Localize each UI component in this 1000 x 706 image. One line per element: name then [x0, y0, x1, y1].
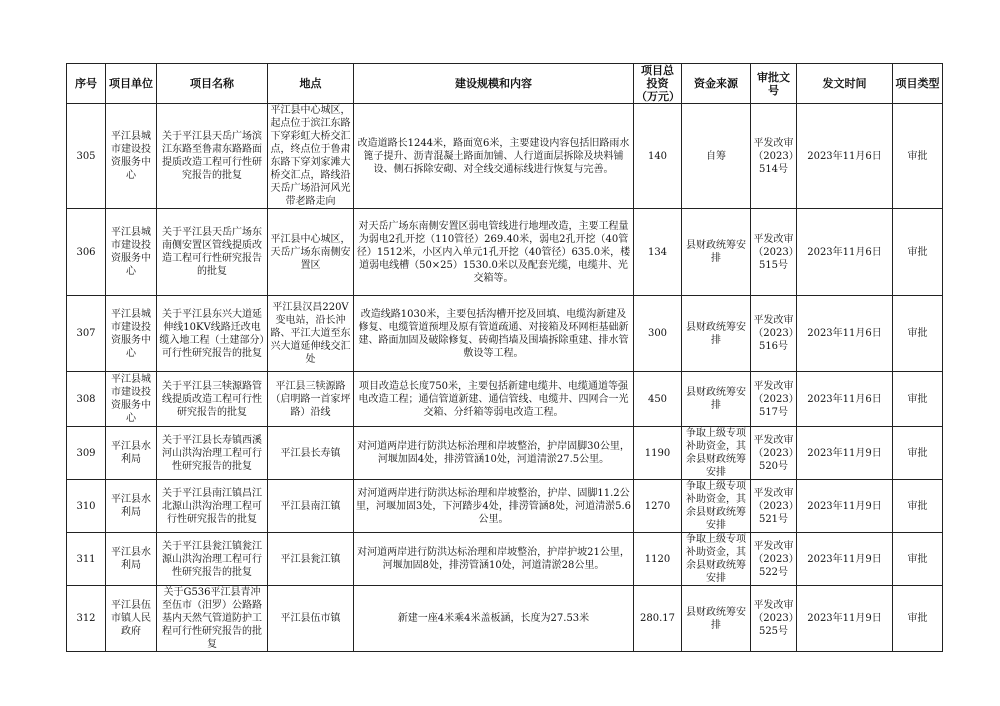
approval-number: 平发改审（2023）517号: [751, 372, 797, 427]
project-unit: 平江县水利局: [106, 427, 157, 480]
project-unit: 平江县城市建设投资服务中心: [106, 372, 157, 427]
project-location: 平江县中心城区，天岳广场东南侧安置区: [268, 209, 354, 296]
issue-date: 2023年11月6日: [797, 296, 893, 372]
fund-source: 县财政统筹安排: [682, 372, 751, 427]
project-name: 关于平江县长寿镇西溪河山洪沟治理工程可行性研究报告的批复: [157, 427, 268, 480]
project-type: 审批: [893, 296, 943, 372]
project-unit: 平江县城市建设投资服务中心: [106, 104, 157, 209]
fund-source: 县财政统筹安排: [682, 209, 751, 296]
header-cell: 地点: [268, 64, 354, 104]
fund-source: 争取上级专项补助资金，其余县财政统筹安排: [682, 480, 751, 533]
header-cell: 审批文号: [751, 64, 797, 104]
issue-date: 2023年11月9日: [797, 586, 893, 652]
project-investment: 300: [634, 296, 682, 372]
project-content: 对天岳广场东南侧安置区弱电管线进行地埋改造，主要工程量为弱电2孔开挖（110管径）269.40米，弱电2孔开挖（40管径）1512米，小区内入单元1孔开挖（40管径）635.0米，楼道弱电线槽（50×25）1530.0米以及配套光缆，电缆井、光交箱等。: [354, 209, 634, 296]
header-cell: 项目总投资（万元）: [634, 64, 682, 104]
project-investment: 140: [634, 104, 682, 209]
project-unit: 平江县城市建设投资服务中心: [106, 209, 157, 296]
project-unit: 平江县城市建设投资服务中心: [106, 296, 157, 372]
project-name: 关于平江县瓮江镇瓮江源山洪沟治理工程可行性研究报告的批复: [157, 533, 268, 586]
header-cell: 项目单位: [106, 64, 157, 104]
approval-number: 平发改审（2023）522号: [751, 533, 797, 586]
project-investment: 1190: [634, 427, 682, 480]
table-row: [67, 586, 943, 652]
project-name: 关于平江县东兴大道延伸线10KV线路迁改电缆入地工程（土建部分）可行性研究报告的批复: [157, 296, 268, 372]
project-content: 对河道两岸进行防洪达标治理和岸坡整治，护岸固脚30公里，河堰加固4处，排涝管涵10处，河道清淤27.5公里。: [354, 427, 634, 480]
row-number: 311: [67, 533, 106, 586]
table-row: [67, 372, 943, 427]
header-cell: 项目名称: [157, 64, 268, 104]
approval-number: 平发改审（2023）521号: [751, 480, 797, 533]
header-cell: 发文时间: [797, 64, 893, 104]
project-type: 审批: [893, 427, 943, 480]
fund-source: 争取上级专项补助资金，其余县财政统筹安排: [682, 533, 751, 586]
table-row: [67, 104, 943, 209]
approval-number: 平发改审（2023）520号: [751, 427, 797, 480]
project-approval-table: [66, 63, 943, 652]
project-investment: 134: [634, 209, 682, 296]
table-row: [67, 533, 943, 586]
approval-number: 平发改审（2023）514号: [751, 104, 797, 209]
project-content: 改造道路长1244米，路面宽6米，主要建设内容包括旧路雨水篦子提升、沥青混凝土路面加铺、人行道面层拆除及块料铺设、侧石拆除安砌、对全线交通标线进行恢复与完善。: [354, 104, 634, 209]
approval-number: 平发改审（2023）516号: [751, 296, 797, 372]
header-cell: 建设规模和内容: [354, 64, 634, 104]
header-cell: 序号: [67, 64, 106, 104]
row-number: 306: [67, 209, 106, 296]
project-content: 改造线路1030米，主要包括沟槽开挖及回填、电缆沟新建及修复、电缆管道预埋及原有管道疏通、对接箱及环网柜基础新建、路面加固及破除修复、砖砌挡墙及围墙拆除重建、排水管敷设等工程。: [354, 296, 634, 372]
fund-source: 县财政统筹安排: [682, 296, 751, 372]
project-investment: 1270: [634, 480, 682, 533]
approval-number: 平发改审（2023）525号: [751, 586, 797, 652]
project-location: 平江县长寿镇: [268, 427, 354, 480]
project-type: 审批: [893, 209, 943, 296]
row-number: 309: [67, 427, 106, 480]
project-investment: 280.17: [634, 586, 682, 652]
table-row: [67, 209, 943, 296]
table-row: [67, 296, 943, 372]
project-name: 关于平江县三犊源路管线提质改造工程可行性研究报告的批复: [157, 372, 268, 427]
fund-source: 县财政统筹安排: [682, 586, 751, 652]
project-name: 关于平江县南江镇昌江北源山洪沟治理工程可行性研究报告的批复: [157, 480, 268, 533]
project-type: 审批: [893, 372, 943, 427]
project-type: 审批: [893, 104, 943, 209]
project-unit: 平江县水利局: [106, 480, 157, 533]
row-number: 310: [67, 480, 106, 533]
project-name: 关于平江县天岳广场东南侧安置区管线提质改造工程可行性研究报告的批复: [157, 209, 268, 296]
issue-date: 2023年11月9日: [797, 427, 893, 480]
issue-date: 2023年11月6日: [797, 209, 893, 296]
project-location: 平江县三犊源路（启明路一首家坪路）沿线: [268, 372, 354, 427]
row-number: 308: [67, 372, 106, 427]
project-location: 平江县中心城区，起点位于滨江东路下穿彩虹大桥交汇点，终点位于鲁肃东路下穿刘家滩大桥交汇点，路线沿天岳广场沿河风光带老路走向: [268, 104, 354, 209]
issue-date: 2023年11月9日: [797, 480, 893, 533]
header-row: [67, 64, 943, 104]
issue-date: 2023年11月6日: [797, 104, 893, 209]
project-type: 审批: [893, 533, 943, 586]
issue-date: 2023年11月6日: [797, 372, 893, 427]
header-cell: 资金来源: [682, 64, 751, 104]
project-location: 平江县伍市镇: [268, 586, 354, 652]
project-location: 平江县瓮江镇: [268, 533, 354, 586]
project-content: 新建一座4米乘4米盖板涵，长度为27.53米: [354, 586, 634, 652]
project-content: 对河道两岸进行防洪达标治理和岸坡整治，护岸、固脚11.2公里，河堰加固3处，下河踏步4处，排涝管涵8处，河道清淤5.6公里。: [354, 480, 634, 533]
header-cell: 项目类型: [893, 64, 943, 104]
project-unit: 平江县伍市镇人民政府: [106, 586, 157, 652]
fund-source: 自筹: [682, 104, 751, 209]
project-location: 平江县汉昌220V变电站，沿长沖路、平江大道至东兴大道延伸线交汇处: [268, 296, 354, 372]
project-name: 关于G536平江县青冲至伍市（汨罗）公路路基内天然气管道防护工程可行性研究报告的批复: [157, 586, 268, 652]
approval-number: 平发改审（2023）515号: [751, 209, 797, 296]
project-location: 平江县南江镇: [268, 480, 354, 533]
project-investment: 450: [634, 372, 682, 427]
fund-source: 争取上级专项补助资金，其余县财政统筹安排: [682, 427, 751, 480]
issue-date: 2023年11月9日: [797, 533, 893, 586]
project-unit: 平江县水利局: [106, 533, 157, 586]
project-type: 审批: [893, 480, 943, 533]
project-content: 项目改造总长度750米，主要包括新建电缆井、电缆通道等强电改造工程；通信管道新建、通信管线、电缆井、四网合一光交箱、分纤箱等弱电改造工程。: [354, 372, 634, 427]
project-content: 对河道两岸进行防洪达标治理和岸坡整治，护岸护坡21公里，河堰加固8处，排涝管涵10处，河道清淤28公里。: [354, 533, 634, 586]
project-investment: 1120: [634, 533, 682, 586]
row-number: 312: [67, 586, 106, 652]
project-type: 审批: [893, 586, 943, 652]
project-name: 关于平江县天岳广场滨江东路至鲁肃东路路面提质改造工程可行性研究报告的批复: [157, 104, 268, 209]
table-row: [67, 480, 943, 533]
row-number: 307: [67, 296, 106, 372]
table-row: [67, 427, 943, 480]
row-number: 305: [67, 104, 106, 209]
